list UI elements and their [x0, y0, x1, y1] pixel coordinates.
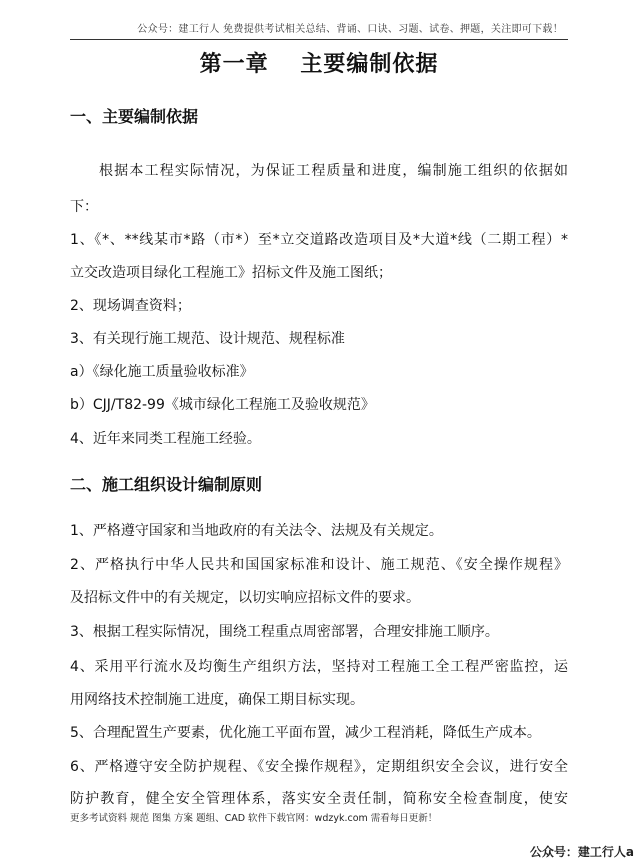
intro-line-1: 根据本工程实际情况，为保证工程质量和进度，编制施工组织的依据如	[99, 163, 568, 179]
basis-item-2: 2、现场调查资料；	[70, 298, 191, 314]
header-rule	[70, 39, 568, 40]
principle-6-line-2: 防护教育，健全安全管理体系，落实安全责任制，简称安全检查制度，使安	[70, 791, 568, 807]
section-2-title: 二、施工组织设计编制原则	[70, 475, 263, 494]
principle-6-line-1: 6、严格遵守安全防护规程、《安全操作规程》，定期组织安全会议，进行安全	[70, 759, 568, 775]
footer-note: 更多考试资料 规范 图集 方案 题组、CAD 软件下载官网：wdzyk.com 需看每日更新！	[70, 813, 438, 824]
principle-3: 3、根据工程实际情况，围绕工程重点周密部署，合理安排施工顺序。	[70, 624, 499, 640]
section-1-title: 一、主要编制依据	[70, 107, 199, 126]
intro-line-2: 下：	[70, 199, 98, 215]
basis-item-3: 3、有关现行施工规范、设计规范、规程标准	[70, 331, 345, 347]
basis-item-1-line-2: 立交改造项目绿化工程施工》招标文件及施工图纸；	[70, 265, 392, 281]
basis-item-4: 4、近年来同类工程施工经验。	[70, 431, 261, 447]
principle-4-line-1: 4、采用平行流水及均衡生产组织方法，坚持对工程施工全工程严密监控，运	[70, 659, 568, 675]
principle-2-line-1: 2、严格执行中华人民共和国国家标准和设计、施工规范、《安全操作规程》	[70, 557, 568, 573]
basis-item-b: b）CJJ/T82-99《城市绿化工程施工及验收规范》	[70, 397, 375, 413]
principle-4-line-2: 用网络技术控制施工进度，确保工期目标实现。	[70, 692, 364, 708]
watermark-text: 公众号：建工行人a	[529, 845, 634, 859]
header-note: 公众号：建工行人 免费提供考试相关总结、背诵、口诀、习题、试卷、押题，关注即可下载！	[137, 24, 563, 35]
principle-2-line-2: 及招标文件中的有关规定，以切实响应招标文件的要求。	[70, 590, 420, 606]
basis-item-1-line-1: 1、《*、**线某市*路（市*）至*立交道路改造项目及*大道*线（二期工程）*	[70, 232, 568, 248]
basis-item-a: a）《绿化施工质量验收标准》	[70, 364, 254, 380]
chapter-title: 第一章 主要编制依据	[199, 52, 439, 77]
principle-1: 1、严格遵守国家和当地政府的有关法令、法规及有关规定。	[70, 523, 443, 539]
principle-5: 5、合理配置生产要素，优化施工平面布置，减少工程消耗，降低生产成本。	[70, 725, 541, 741]
